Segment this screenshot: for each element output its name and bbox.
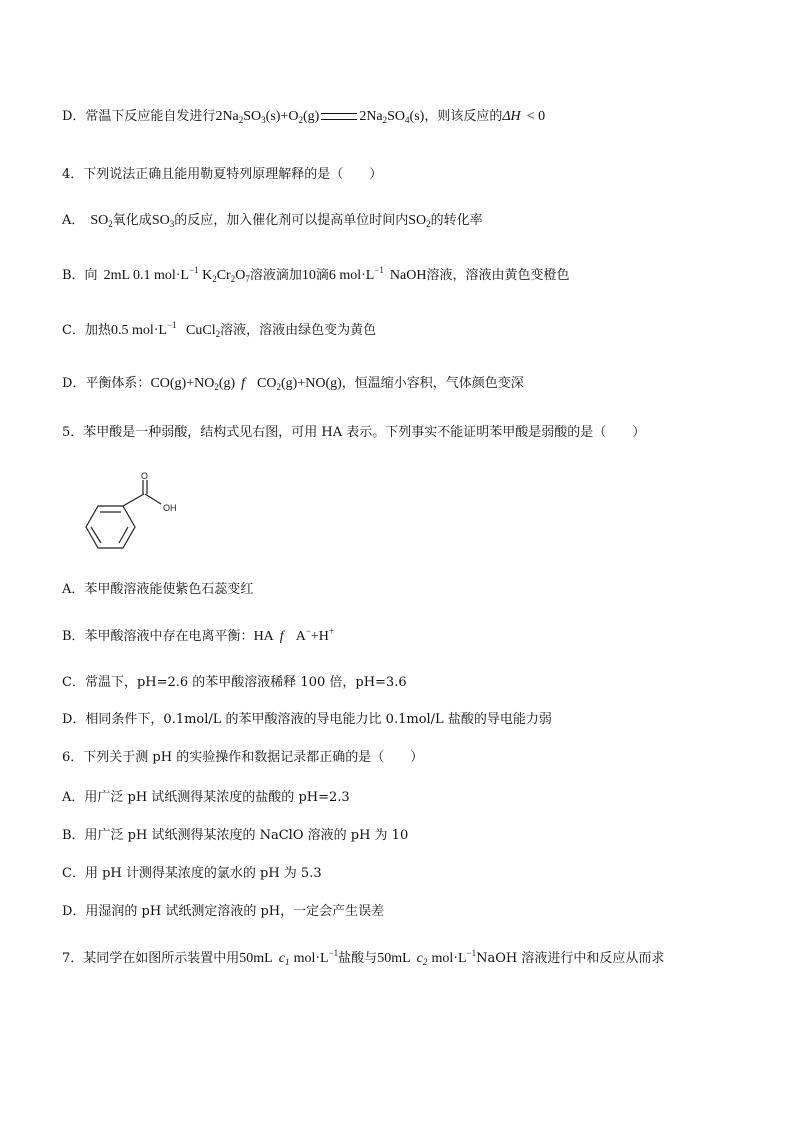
q6-option-a: A．用广泛 pH 试纸测得某浓度的盐酸的 pH=2.3 [62, 790, 350, 805]
benzoic-acid-structure [70, 468, 190, 558]
carboxyl-group [123, 480, 161, 506]
equilibrium-arrow-icon: f [241, 376, 246, 391]
q7-stem: 7．某同学在如图所示装置中用50mL $c_1$ $mol\cdot L^{-1}$盐酸与50mL $c_2$ $mol\cdot L^{-1}NaOH$ 溶液进行中和反应从而求 [62, 948, 665, 967]
q6-stem: 6．下列关于测 pH 的实验操作和数据记录都正确的是（ ） [62, 750, 424, 765]
q5-option-d: D．相同条件下，0.1mol/L 的苯甲酸溶液的导电能力比 0.1mol/L 盐酸的导电能力弱 [62, 712, 552, 727]
q3-option-d: D．常温下反应能自发进行$2Na_2SO_3(s)+O_2(g)$ $2Na_2SO_4(s)$，则该反应的ΔH < 0 [62, 109, 546, 125]
hydroxyl-label: OH [163, 503, 177, 513]
q4-option-c: C．加热0.5 $mol\cdot L^{-1}$ CuCl$_2$溶液，溶液由绿色变为黄色 [62, 320, 377, 339]
q5-option-b: B．苯甲酸溶液中存在电离平衡：HA f A−+H+ [62, 626, 334, 644]
oxygen-label: O [141, 471, 149, 481]
equals-sign [321, 113, 357, 120]
q6-option-b: B．用广泛 pH 试纸测得某浓度的 NaClO 溶液的 pH 为 10 [62, 828, 409, 843]
q5-option-a: A．苯甲酸溶液能使紫色石蕊变红 [62, 582, 254, 597]
q5-option-c: C．常温下，pH=2.6 的苯甲酸溶液稀释 100 倍，pH=3.6 [62, 675, 407, 690]
q4-option-b: B．向 2mL 0.1 $mol\cdot L^{-1}$ $K_2Cr_2O_7$溶液滴加10滴6 $mol\cdot L^{-1}$ NaOH溶液，溶液由黄色变橙色 [62, 265, 570, 284]
q4-stem: 4．下列说法正确且能用勒夏特列原理解释的是（ ） [62, 167, 383, 182]
q5-stem: 5．苯甲酸是一种弱酸，结构式见右图，可用 HA 表示。下列事实不能证明苯甲酸是弱酸的是（ ） [62, 425, 646, 440]
benzene-ring [86, 506, 135, 548]
q6-option-c: C．用 pH 计测得某浓度的氯水的 pH 为 5.3 [62, 866, 322, 881]
q6-option-d: D．用湿润的 pH 试纸测定溶液的 pH，一定会产生误差 [62, 904, 385, 919]
q4-option-d: D．平衡体系：$CO(g)+NO_2(g)$ f $CO_2(g)+NO(g)$，恒温缩小容积，气体颜色变深 [62, 376, 524, 392]
q4-option-a: A． $SO_2$氧化成$SO_3$的反应，加入催化剂可以提高单位时间内$SO_2$的转化率 [62, 213, 483, 229]
equilibrium-arrow-icon: f [279, 629, 284, 644]
